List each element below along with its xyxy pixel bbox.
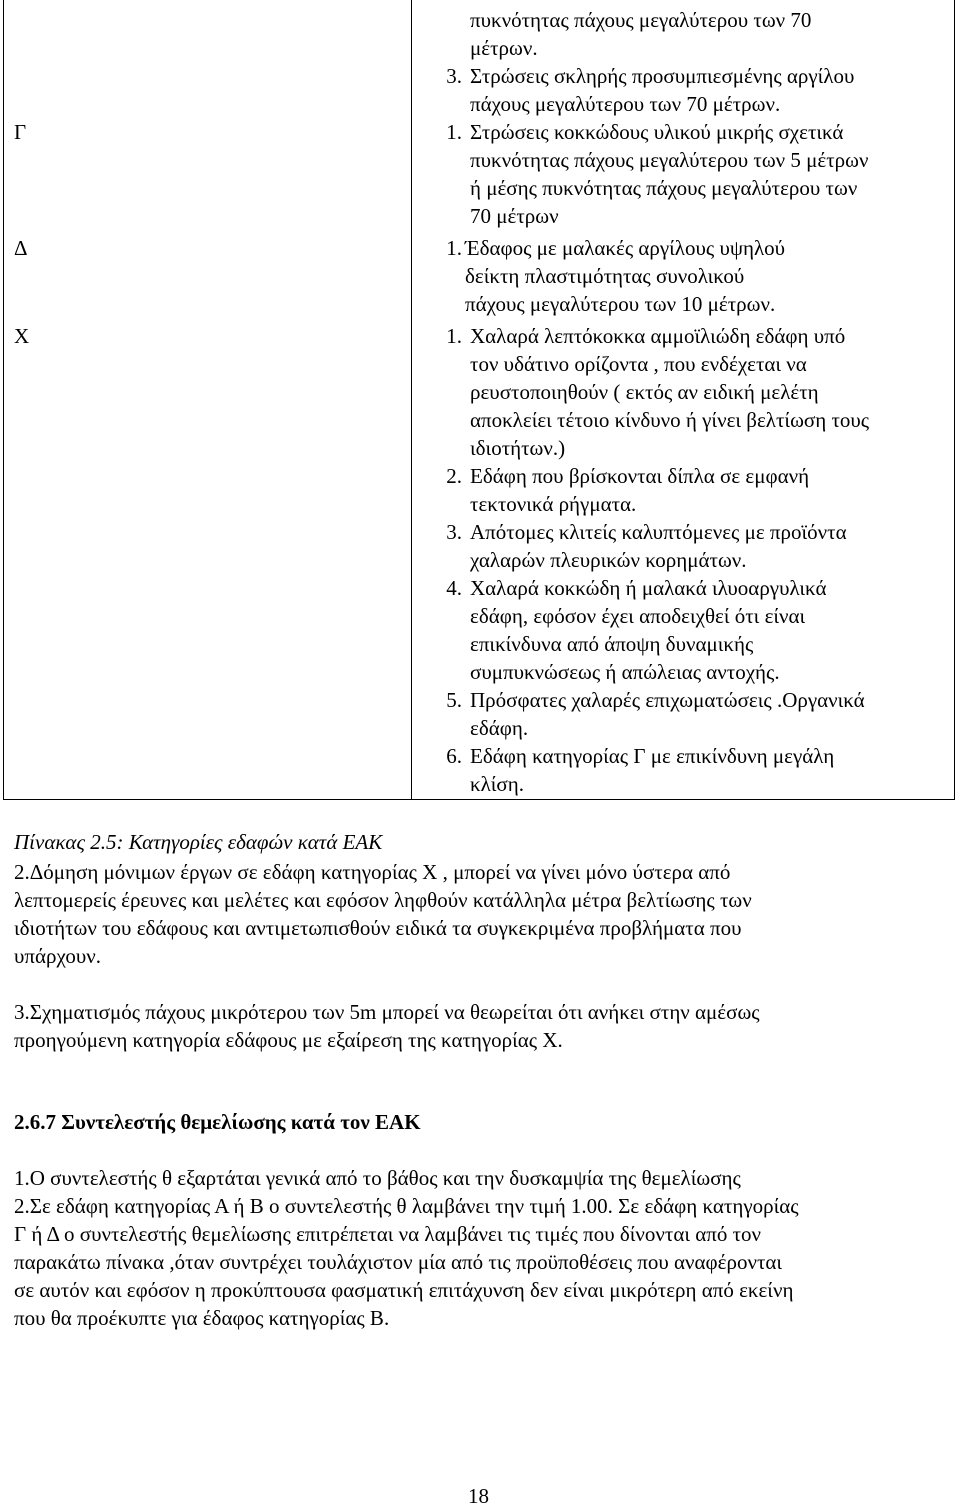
table-cell-text: εδάφη.	[470, 716, 529, 740]
table-cell-text: δείκτη πλαστιμότητας συνολικού	[465, 264, 745, 288]
table-cell-text: πυκνότητας πάχους μεγαλύτερου των 5 μέτρων	[470, 148, 869, 172]
table-caption: Πίνακας 2.5: Κατηγορίες εδαφών κατά ΕΑΚ	[14, 830, 383, 854]
list-number: 4.	[446, 576, 462, 600]
table-cell-text: Πρόσφατες χαλαρές επιχωματώσεις .Οργανικά	[470, 688, 865, 712]
paragraph-line: 2.Σε εδάφη κατηγορίας Α ή Β ο συντελεστής θ λαμβάνει την τιμή 1.00. Σε εδάφη κατηγορίας	[14, 1194, 799, 1218]
table-cell-text: Στρώσεις σκληρής προσυμπιεσμένης αργίλου	[470, 64, 855, 88]
page-number: 18	[468, 1484, 489, 1508]
paragraph-line: παρακάτω πίνακα ,όταν συντρέχει τουλάχιστον μία από τις προϋποθέσεις που αναφέρονται	[14, 1250, 783, 1274]
table-cell-text: 70 μέτρων	[470, 204, 559, 228]
table-cell-text: Χαλαρά λεπτόκοκκα αμμοϊλιώδη εδάφη υπό	[470, 324, 846, 348]
table-cell-text: μέτρων.	[470, 36, 538, 60]
list-number: 6.	[446, 744, 462, 768]
list-number: 3.	[446, 520, 462, 544]
table-cell-text: Απότομες κλιτείς καλυπτόμενες με προϊόντα	[470, 520, 847, 544]
list-number: 1.	[446, 236, 462, 260]
category-label-chi: Χ	[14, 324, 30, 348]
list-number: 2.	[446, 464, 462, 488]
table-cell-text: Στρώσεις κοκκώδους υλικού μικρής σχετικά	[470, 120, 844, 144]
paragraph-line: 2.Δόμηση μόνιμων έργων σε εδάφη κατηγορίας Χ , μπορεί να γίνει μόνο ύστερα από	[14, 860, 731, 884]
paragraph-line: λεπτομερείς έρευνες και μελέτες και εφόσον ληφθούν κατάλληλα μέτρα βελτίωσης των	[14, 888, 752, 912]
table-cell-text: ρευστοποιηθούν ( εκτός αν ειδική μελέτη	[470, 380, 819, 404]
table-cell-text: Εδάφη που βρίσκονται δίπλα σε εμφανή	[470, 464, 810, 488]
table-cell-text: συμπυκνώσεως ή απώλειας αντοχής.	[470, 660, 780, 684]
list-number: 3.	[446, 64, 462, 88]
table-column-divider	[411, 0, 412, 799]
category-label-gamma: Γ	[14, 120, 27, 144]
list-number: 1.	[446, 120, 462, 144]
table-cell-text: τεκτονικά ρήγματα.	[470, 492, 637, 516]
paragraph-line: υπάρχουν.	[14, 944, 101, 968]
paragraph-line: ιδιοτήτων του εδάφους και αντιμετωπισθούν ειδικά τα συγκεκριμένα προβλήματα που	[14, 916, 742, 940]
paragraph-line: 3.Σχηματισμός πάχους μικρότερου των 5m μπορεί να θεωρείται ότι ανήκει στην αμέσως	[14, 1000, 760, 1024]
list-number: 5.	[446, 688, 462, 712]
table-cell-text: κλίση.	[470, 772, 524, 796]
table-cell-text: επικίνδυνα από άποψη δυναμικής	[470, 632, 754, 656]
table-cell-text: ιδιοτήτων.)	[470, 436, 566, 460]
table-cell-text: Χαλαρά κοκκώδη ή μαλακά ιλυοαργυλικά	[470, 576, 827, 600]
table-cell-text: αποκλείει τέτοιο κίνδυνο ή γίνει βελτίωση τους	[470, 408, 870, 432]
paragraph-line: 1.Ο συντελεστής θ εξαρτάται γενικά από το βάθος και την δυσκαμψία της θεμελίωσης	[14, 1166, 741, 1190]
paragraph-line: που θα προέκυπτε για έδαφος κατηγορίας Β.	[14, 1306, 390, 1330]
table-cell-text: Εδάφη κατηγορίας Γ με επικίνδυνη μεγάλη	[470, 744, 835, 768]
list-number: 1.	[446, 324, 462, 348]
table-cell-text: πάχους μεγαλύτερου των 10 μέτρων.	[465, 292, 776, 316]
table-cell-text: ή μέσης πυκνότητας πάχους μεγαλύτερου των	[470, 176, 858, 200]
table-cell-text: τον υδάτινο ορίζοντα , που ενδέχεται να	[470, 352, 807, 376]
table-cell-text: Έδαφος με μαλακές αργίλους υψηλού	[465, 236, 786, 260]
table-cell-text: πάχους μεγαλύτερου των 70 μέτρων.	[470, 92, 781, 116]
paragraph-line: Γ ή Δ ο συντελεστής θεμελίωσης επιτρέπεται να λαμβάνει τις τιμές που δίνονται από τον	[14, 1222, 762, 1246]
table-cell-text: χαλαρών πλευρικών κορημάτων.	[470, 548, 747, 572]
section-heading: 2.6.7 Συντελεστής θεμελίωσης κατά τον ΕΑΚ	[14, 1110, 421, 1134]
table-cell-text: πυκνότητας πάχους μεγαλύτερου των 70	[470, 8, 812, 32]
category-label-delta: Δ	[14, 236, 28, 260]
paragraph-line: σε αυτόν και εφόσον η προκύπτουσα φασματική επιτάχυνση δεν είναι μικρότερη από εκείνη	[14, 1278, 794, 1302]
paragraph-line: προηγούμενη κατηγορία εδάφους με εξαίρεση της κατηγορίας Χ.	[14, 1028, 563, 1052]
table-cell-text: εδάφη, εφόσον έχει αποδειχθεί ότι είναι	[470, 604, 806, 628]
